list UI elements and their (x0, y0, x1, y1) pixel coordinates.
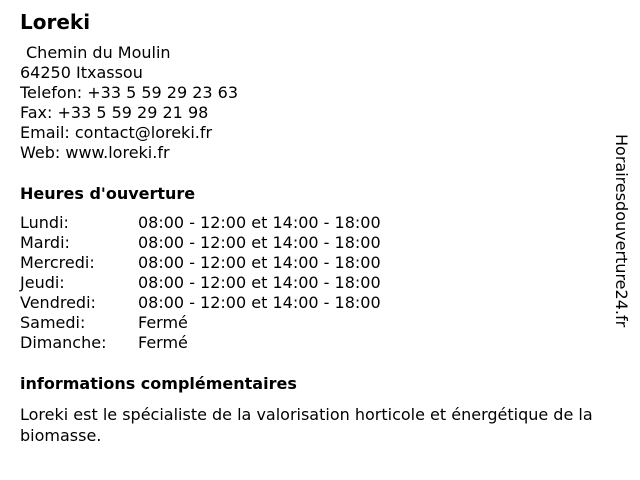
watermark-text: Horairesdouverture24.fr (612, 134, 631, 328)
business-description: Loreki est le spécialiste de la valorisation horticole et énergétique de la biomasse. (20, 405, 593, 445)
web-line: Web: www.loreki.fr (20, 143, 170, 162)
hours-day: Lundi: (20, 213, 69, 232)
hours-day: Dimanche: (20, 333, 107, 352)
fax-line: Fax: +33 5 59 29 21 98 (20, 103, 209, 122)
hours-row-thursday (20, 273, 440, 293)
hours-time: 08:00 - 12:00 et 14:00 - 18:00 (138, 253, 381, 272)
hours-day: Mardi: (20, 233, 70, 252)
hours-row-sunday (20, 333, 440, 353)
hours-row-monday (20, 213, 440, 233)
hours-row-tuesday (20, 233, 440, 253)
phone-line: Telefon: +33 5 59 29 23 63 (20, 83, 239, 102)
address-street: Chemin du Moulin (26, 43, 171, 62)
contact-block (20, 43, 238, 163)
hours-time: 08:00 - 12:00 et 14:00 - 18:00 (138, 273, 381, 292)
additional-info-heading: informations complémentaires (20, 374, 297, 393)
site-watermark (608, 134, 634, 344)
business-name: Loreki (20, 10, 91, 34)
hours-time: 08:00 - 12:00 et 14:00 - 18:00 (138, 213, 381, 232)
hours-time: Fermé (138, 333, 188, 352)
address-city: 64250 Itxassou (20, 63, 143, 82)
hours-day: Mercredi: (20, 253, 95, 272)
hours-day: Vendredi: (20, 293, 96, 312)
hours-day: Jeudi: (20, 273, 65, 292)
hours-row-wednesday (20, 253, 440, 273)
opening-hours-table (20, 213, 440, 353)
hours-row-friday (20, 293, 440, 313)
opening-hours-heading: Heures d'ouverture (20, 184, 196, 203)
hours-time: 08:00 - 12:00 et 14:00 - 18:00 (138, 233, 381, 252)
hours-row-saturday (20, 313, 440, 333)
hours-day: Samedi: (20, 313, 86, 332)
email-line: Email: contact@loreki.fr (20, 123, 213, 142)
hours-time: 08:00 - 12:00 et 14:00 - 18:00 (138, 293, 381, 312)
hours-time: Fermé (138, 313, 188, 332)
